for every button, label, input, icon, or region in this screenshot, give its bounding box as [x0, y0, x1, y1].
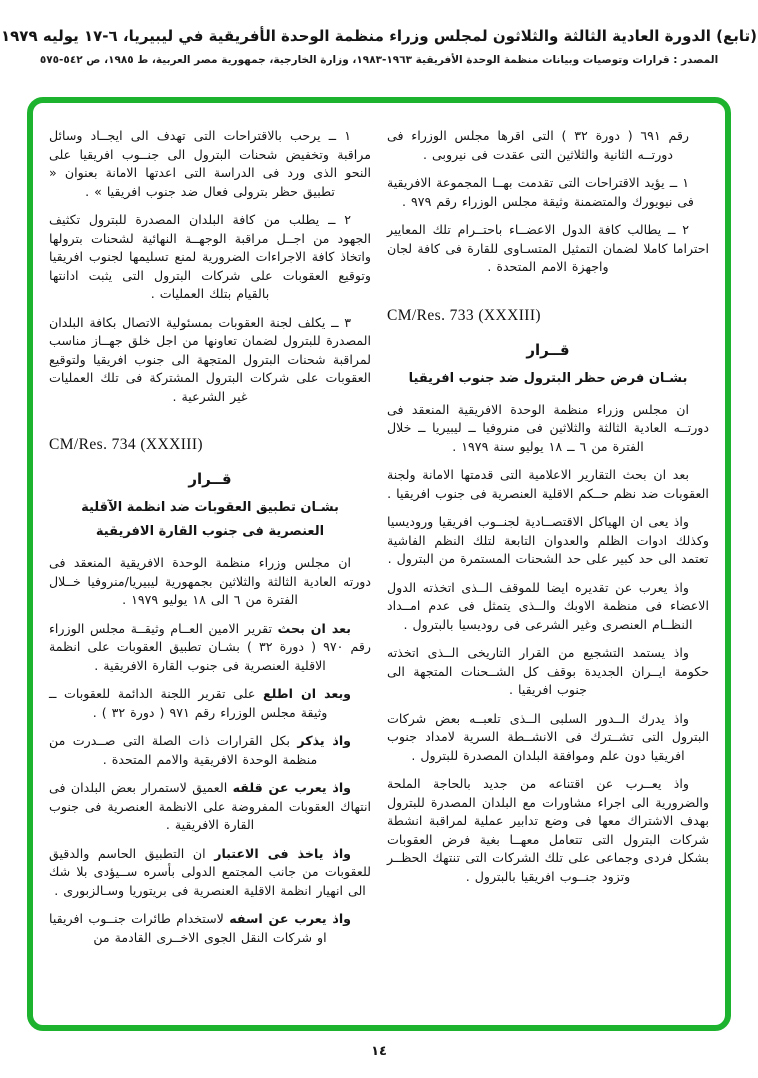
page-number: ١٤ [371, 1044, 387, 1059]
paragraph: رقم ٦٩١ ( دورة ٣٢ ) التى اقرها مجلس الوزراء فى دورتــه الثانية والثلاثين التى عقدت فى نيروبى . [387, 128, 689, 162]
paragraph-numbered-1: ١ ــ يؤيد الاقتراحات التى تقدمت بهــا المجموعة الافريقية فى نيويورك والمتضمنة وثيقة مجلس الوزراء رقم ٩٧٩ . [387, 175, 694, 209]
paragraph-lead: واذ يعرب عن اسفه [229, 911, 351, 927]
resolution-subtitle-line2: العنصرية فى جنوب القارة الافريقية [95, 524, 325, 540]
paragraph-text: على تقرير اللجنة الدائمة للعقوبات ــ وثيقة مجلس الوزراء رقم ٩٧١ ( دورة ٣٢ ) . [49, 686, 328, 720]
text-columns [49, 117, 709, 1015]
paragraph [387, 775, 709, 886]
paragraph [49, 620, 371, 676]
paragraph [387, 513, 709, 569]
paragraph-lead: واذ ياخذ فى الاعتبار [214, 845, 351, 861]
paragraph-text: واذ يستمد التشجيع من القرار التاريخى الــذى اتخذته حكومة ايــران الجديدة بوقف كل الشــحنات المتجهة الى جنوب افريقيا . [387, 645, 709, 698]
resolution-subtitle-line1: بشـان تطبيق العقوبات ضد انظمة الآقلية [81, 500, 339, 515]
resolution-heading: قــرار [188, 470, 232, 488]
paragraph-numbered-2: ٢ ــ يطالب كافة الدول الاعضــاء باحتــرام تلك المعايير احتراما كاملا لضمان التمثيل المتسـاوى للقارة فى كافة لجان واجهزة الامم المتحدة . [387, 222, 709, 274]
paragraph [387, 710, 709, 766]
paragraph [387, 644, 709, 700]
paragraph-lead: وبعد ان اطلع [263, 686, 352, 702]
resolution-heading: قــرار [526, 340, 570, 359]
paragraph-lead: بعد ان بحث [277, 620, 351, 636]
paragraph-text: ان مجلس وزراء منظمة الوحدة الافريقية المنعقد فى دورتــه العادية الثالثة والثلاثين فى منروفيا ــ ليبيريا ــ خلال الفترة من ٦ ــ ١٨ يوليو سنة ١٩٧٩ . [387, 401, 709, 454]
paragraph [49, 910, 371, 947]
paragraph [49, 779, 371, 835]
paragraph-numbered-2: ٢ ــ يطلب من كافة البلدان المصدرة للبترول تكثيف الجهود من اجــل مراقبة الوجهــة النهائية لشحنات بترولها واتخاذ كافة الاجراءات الضرورية لمنع تسليمها لجنوب افريقيا وتوقيع العقوبات على شركات البترول التى يثبت ادانتها بالقيام بتلك العمليات . [49, 212, 371, 301]
paragraph-text: ان مجلس وزراء منظمة الوحدة الافريقية المنعقد فى دورته العادية الثالثة والثلاثين بجمهورية ليبيريا/منروفيا خــلال الفترة من ٦ الى ١٨ يوليو ١٩٧٩ . [49, 555, 371, 608]
paragraph-text: العميق لاستمرار بعض البلدان فى انتهاك العقوبات المفروضة على الانظمة العنصرية فى جنوب القارة الافريقية . [49, 780, 371, 833]
paragraph-text: ان التطبيق الحاسم والدقيق للعقوبات من جانب المجتمع الدولى بأسره ســيؤدى بلا شك الى انهيار انظمة الاقلية العنصرية فى بريتوريا وسـالزبورى . [49, 845, 371, 898]
paragraph [387, 466, 709, 503]
column-right [387, 117, 709, 1015]
header-session-title: (تابع) الدورة العادية الثالثة والثلاثون لمجلس وزراء منظمة الوحدة الأفريقية في ليبيريا، ٦-١٧ يوليه ١٩٧٩ [1, 27, 757, 45]
paragraph-text: بكل القرارات ذات الصلة التى صــدرت من منظمة الوحدة الافريقية والامم المتحدة . [49, 733, 318, 767]
paragraph-text: تقرير الامين العــام وثيقــة مجلس الوزراء رقم ٩٧٠ ( دورة ٣٢ ) بشـان تطبيق العقوبات على انظمة الاقلية العنصرية فى جنوب القارة الافريقية . [49, 620, 372, 673]
document-frame [27, 97, 731, 1031]
paragraph [387, 579, 709, 635]
paragraph-text: بعد ان بحث التقارير الاعلامية التى قدمتها الامانة ولجنة العقوبات ضد نظم حــكم الاقلية العنصرية فى جنوب افريقيا . [387, 467, 709, 501]
paragraph-numbered-1: ١ ــ يرحب بالاقتراحات التى تهدف الى ايجــاد وسائل مراقبة وتخفيض شحنات البترول الى جنــوب افريقيا على النحو الذى ورد فى الدراسة التى اعدتها الامانة بعنوان « تطبيق حظر بترولى فعال ضد جنوب افريقيا » . [49, 128, 371, 199]
resolution-subtitle [49, 496, 371, 544]
paragraph-text: واذ يدرك الــدور السلبى الــذى تلعبــه بعض شركات البترول التى تشــترك فى الانشــطة السرية لامداد جنوب افريقيا دون علم وموافقة البلدان المصدرة للبترول . [387, 710, 709, 763]
paragraph-text: واذ يعى ان الهياكل الاقتصــادية لجنــوب افريقيا وروديسيا وكذلك ادوات الظلم والعدوان التابعة لتلك النظم الفاشية تعتمد الى حد كبير على حد الشحنات المستمرة من البترول . [387, 514, 709, 567]
resolution-subtitle: بشـان فرض حظر البترول ضد جنوب افريقيا [408, 370, 688, 386]
paragraph [49, 685, 371, 722]
paragraph-lead: واذ يعرب عن قلقه [232, 780, 352, 796]
paragraph-text: واذ يعرب عن تقديره ايضا للموقف الــذى اتخذته الدول الاعضاء فى منظمة الاوبك والــذى يتمثل فى عدم امــداد النظــام العنصرى وغير الشرعى فى روديسيا بالبترول . [387, 579, 709, 632]
paragraph-text: لاستخدام طائرات جنــوب افريقيا او شركات النقل الجوى الاخــرى القادمة من [49, 911, 327, 945]
paragraph [49, 732, 371, 769]
paragraph [387, 401, 709, 457]
column-left [49, 117, 371, 1015]
resolution-code-733: CM/Res. 733 (XXXIII) [387, 306, 541, 324]
paragraph [49, 554, 371, 610]
header-source-line: المصدر : قرارات وتوصيات وبيانات منظمة الوحدة الأفريقية ١٩٦٣-١٩٨٣، وزارة الخارجية، جمهورية مصر العربية، ط ١٩٨٥، ص ٥٤٢-٥٧٥ [39, 54, 719, 66]
page-header [0, 0, 758, 66]
paragraph-text: واذ يعــرب عن اقتناعه من جديد بالحاجة الملحة والضرورية الى اجراء مشاورات مع البلدان المصدرة للبترول بهدف الاشتراك معها فى وضع تدابير عملية لمراقبة انشطة شركات البترول التى تتعامل معهــا بغية فرض العقوبات بشكل فردى وجماعى على تلك الشركات التى تنتهك الحظــر وتزود جنــوب افريقيا بالبترول . [387, 776, 709, 884]
paragraph-numbered-3: ٣ ــ يكلف لجنة العقوبات بمسئولية الاتصال بكافة البلدان المصدرة للبترول لضمان تعاونها من اجل خلق جهــاز مناسب لمراقبة شحنات البترول المتجهة الى جنوب افريقيا ولتوقيع العقوبات على شركات البترول المشتركة فى تلك العمليات غير الشرعية . [49, 314, 371, 404]
paragraph-lead: واذ يذكر [297, 733, 351, 749]
paragraph [49, 845, 371, 901]
resolution-code-734: CM/Res. 734 (XXXIII) [49, 436, 203, 453]
